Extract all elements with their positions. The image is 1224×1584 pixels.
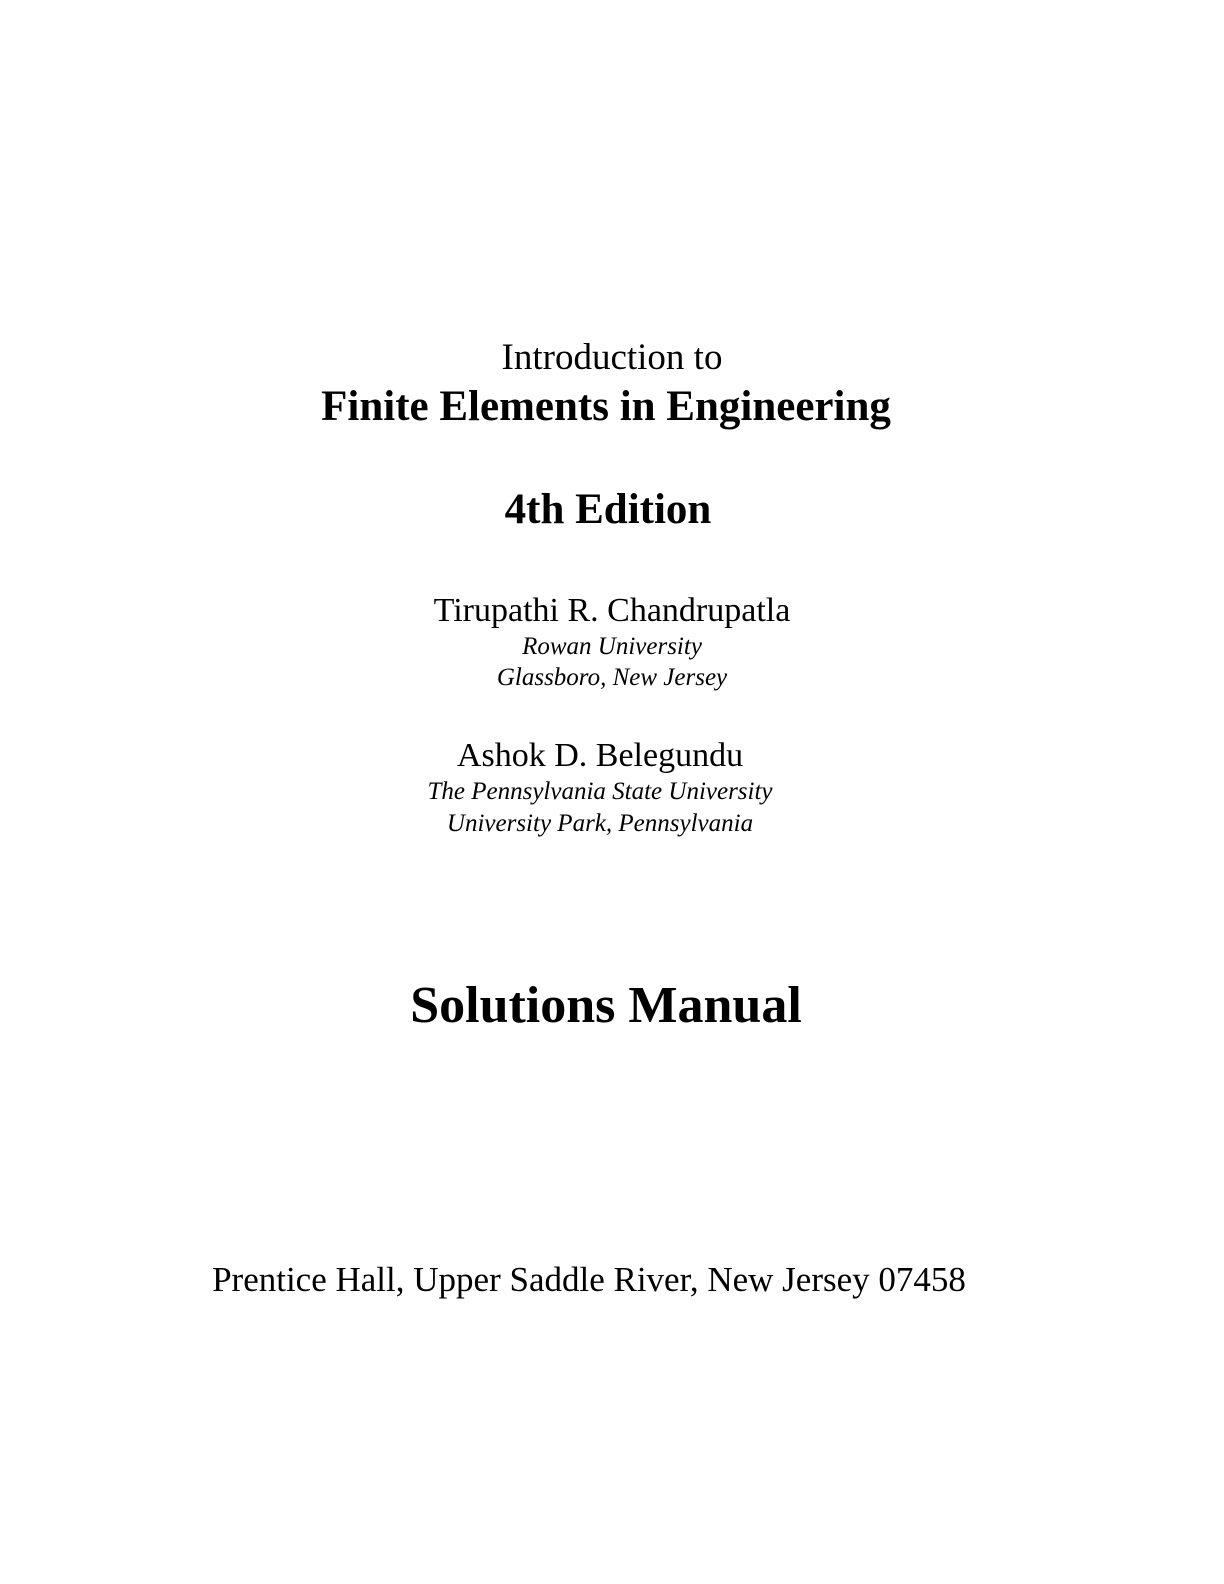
author-name: Ashok D. Belegundu: [456, 737, 744, 774]
title-intro: Introduction to: [501, 337, 723, 378]
document-type: Solutions Manual: [410, 977, 802, 1034]
publisher-info: Prentice Hall, Upper Saddle River, New Jersey 07458: [212, 1260, 966, 1299]
author-location: Glassboro, New Jersey: [496, 664, 728, 691]
edition: 4th Edition: [504, 486, 712, 533]
author-affiliation: The Pennsylvania State University: [427, 778, 773, 805]
author-affiliation: Rowan University: [522, 633, 702, 660]
author-location: University Park, Pennsylvania: [446, 810, 754, 837]
book-title: Finite Elements in Engineering: [321, 383, 891, 430]
author-name: Tirupathi R. Chandrupatla: [433, 592, 791, 629]
